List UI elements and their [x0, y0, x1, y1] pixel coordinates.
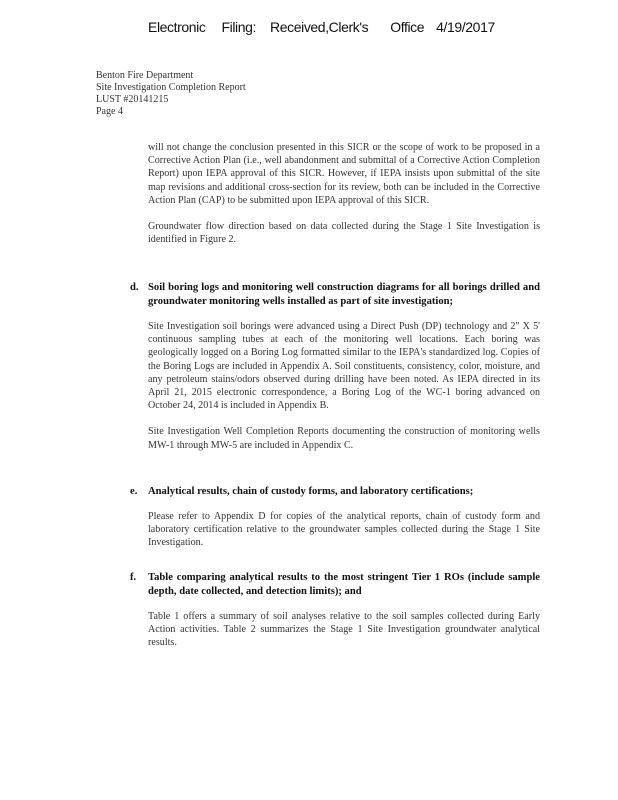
- intro-block: [148, 141, 540, 246]
- filing-stamp: [148, 19, 495, 35]
- section-e: [130, 485, 540, 550]
- intro-paragraph-1: will not change the conclusion presented in this SICR or the scope of work to be proposed in a Corrective Action Plan (i.e., well abandonment and submittal of a Corrective Action Completion Report) upon IEPA approval of this SICR. However, if IEPA insists upon submittal of the site map revisions and additional cross-section for its review, both can be included in the Corrective Action Plan (CAP) to be submitted upon IEPA approval of this SICR.: [148, 142, 540, 206]
- section-d-heading-text: Soil boring logs and monitoring well construction diagrams for all borings drilled and groundwater monitoring wells installed as part of site investigation;: [148, 282, 540, 307]
- stamp-electronic: Electronic: [148, 19, 206, 35]
- header-page-number: Page 4: [96, 106, 123, 117]
- section-d-paragraph-1: Site Investigation soil borings were advanced using a Direct Push (DP) technology and 2" X 5' continuous sampling tubes at each of the monitoring well locations. Each boring was geologically logged on a Boring Log formatted similar to the IEPA's standardized log. Copies of the Boring Logs are included in Appendix A. Soil constituents, consistency, color, moisture, and any petroleum stains/odors observed during drilling have been noted. As IEPA directed in its April 21, 2015 electronic correspondence, a Boring Log of the WC-1 boring advanced on October 24, 2014 is included in Appendix B.: [148, 321, 540, 412]
- stamp-received: Received,Clerk's: [270, 19, 369, 35]
- stamp-filing: Filing:: [221, 19, 257, 35]
- section-e-heading-text: Analytical results, chain of custody forms, and laboratory certifications;: [148, 486, 474, 497]
- header-org: Benton Fire Department: [96, 70, 194, 81]
- header-lust-number: LUST #20141215: [96, 94, 169, 105]
- section-d-label: d.: [130, 282, 139, 293]
- section-f-paragraph-1: Table 1 offers a summary of soil analyses relative to the soil samples collected during Early Action activities. Table 2 summarizes the Stage 1 Site Investigation groundwater analytical results.: [148, 611, 540, 649]
- section-e-label: e.: [130, 486, 138, 497]
- document-header: [96, 70, 246, 118]
- stamp-date: 4/19/2017: [436, 19, 495, 35]
- section-f-heading-text: Table comparing analytical results to the most stringent Tier 1 ROs (include sample depth, date collected, and detection limits); and: [148, 572, 540, 597]
- intro-paragraph-2: Groundwater flow direction based on data collected during the Stage 1 Site Investigation is identified in Figure 2.: [148, 221, 540, 246]
- section-d-paragraph-2: Site Investigation Well Completion Reports documenting the construction of monitoring wells MW-1 through MW-5 are included in Appendix C.: [148, 426, 540, 451]
- section-e-heading: [130, 485, 540, 499]
- section-d-heading: [130, 281, 540, 309]
- stamp-office: Office: [390, 19, 425, 35]
- section-d: [130, 281, 540, 452]
- header-report-title: Site Investigation Completion Report: [96, 82, 246, 93]
- section-f-label: f.: [130, 572, 137, 583]
- section-f: [130, 571, 540, 650]
- section-f-heading: [130, 571, 540, 599]
- section-e-paragraph-1: Please refer to Appendix D for copies of the analytical reports, chain of custody form and laboratory certification relative to the groundwater samples collected during the Stage 1 Site Investigation.: [148, 511, 540, 549]
